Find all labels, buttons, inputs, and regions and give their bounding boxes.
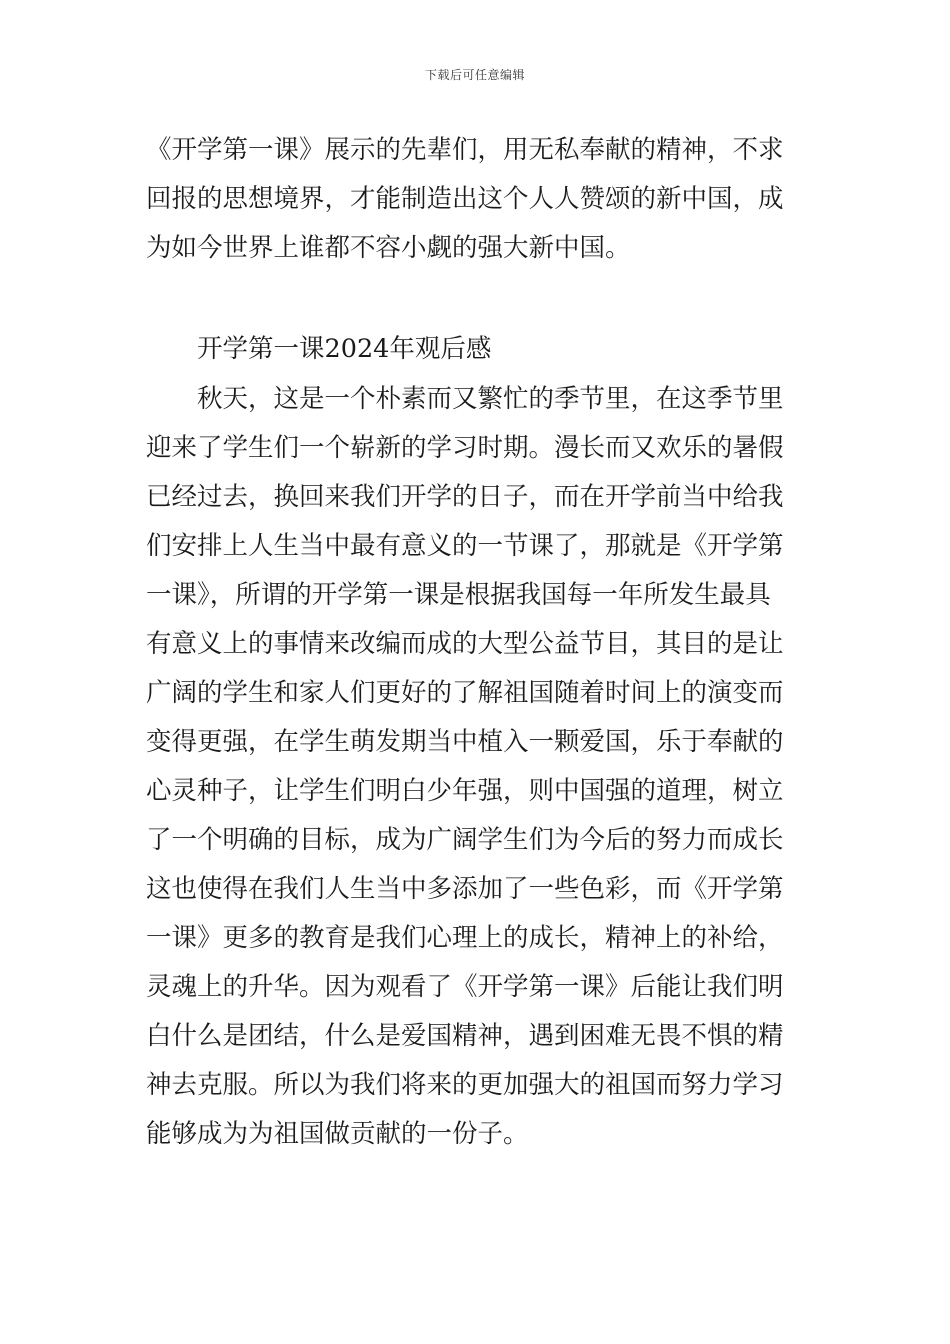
paragraph-line: 迎来了学生们一个崭新的学习时期。漫长而又欢乐的暑假 [146, 433, 784, 463]
paragraph-line: 了一个明确的目标，成为广阔学生们为今后的努力而成长 [146, 825, 784, 855]
paragraph-line: 回报的思想境界，才能制造出这个人人赞颂的新中国，成 [146, 184, 784, 214]
header-note: 下载后可任意编辑 [424, 68, 525, 82]
paragraph-line: 一课》，所谓的开学第一课是根据我国每一年所发生最具 [146, 580, 771, 610]
paragraph-line: 已经过去，换回来我们开学的日子，而在开学前当中给我 [146, 482, 784, 512]
paragraph-line: 神去克服。所以为我们将来的更加强大的祖国而努力学习 [146, 1070, 784, 1100]
section-title: 开学第一课2024年观后感 [197, 334, 492, 364]
paragraph-line: 广阔的学生和家人们更好的了解祖国随着时间上的演变而 [146, 678, 784, 708]
paragraph-line: 灵魂上的升华。因为观看了《开学第一课》后能让我们明 [146, 972, 784, 1002]
section-title-block [146, 325, 806, 374]
paragraph-line: 白什么是团结，什么是爱国精神，遇到困难无畏不惧的精 [146, 1021, 784, 1051]
paragraph-line: 有意义上的事情来改编而成的大型公益节目，其目的是让 [146, 629, 784, 659]
paragraph-line: 心灵种子，让学生们明白少年强，则中国强的道理，树立 [146, 776, 784, 806]
paragraph-line: 《开学第一课》展示的先辈们，用无私奉献的精神，不求 [146, 135, 784, 165]
paragraph-line: 秋天，这是一个朴素而又繁忙的季节里，在这季节里 [197, 384, 784, 414]
paragraph-2 [146, 375, 806, 1159]
paragraph-line: 一课》更多的教育是我们心理上的成长，精神上的补给， [146, 923, 784, 953]
paragraph-line: 能够成为为祖国做贡献的一份子。 [146, 1119, 529, 1149]
paragraph-line: 这也使得在我们人生当中多添加了一些色彩，而《开学第 [146, 874, 784, 904]
paragraph-line: 变得更强，在学生萌发期当中植入一颗爱国，乐于奉献的 [146, 727, 784, 757]
paragraph-1 [146, 126, 806, 273]
paragraph-line: 们安排上人生当中最有意义的一节课了，那就是《开学第 [146, 531, 784, 561]
paragraph-line: 为如今世界上谁都不容小觑的强大新中国。 [146, 233, 631, 263]
